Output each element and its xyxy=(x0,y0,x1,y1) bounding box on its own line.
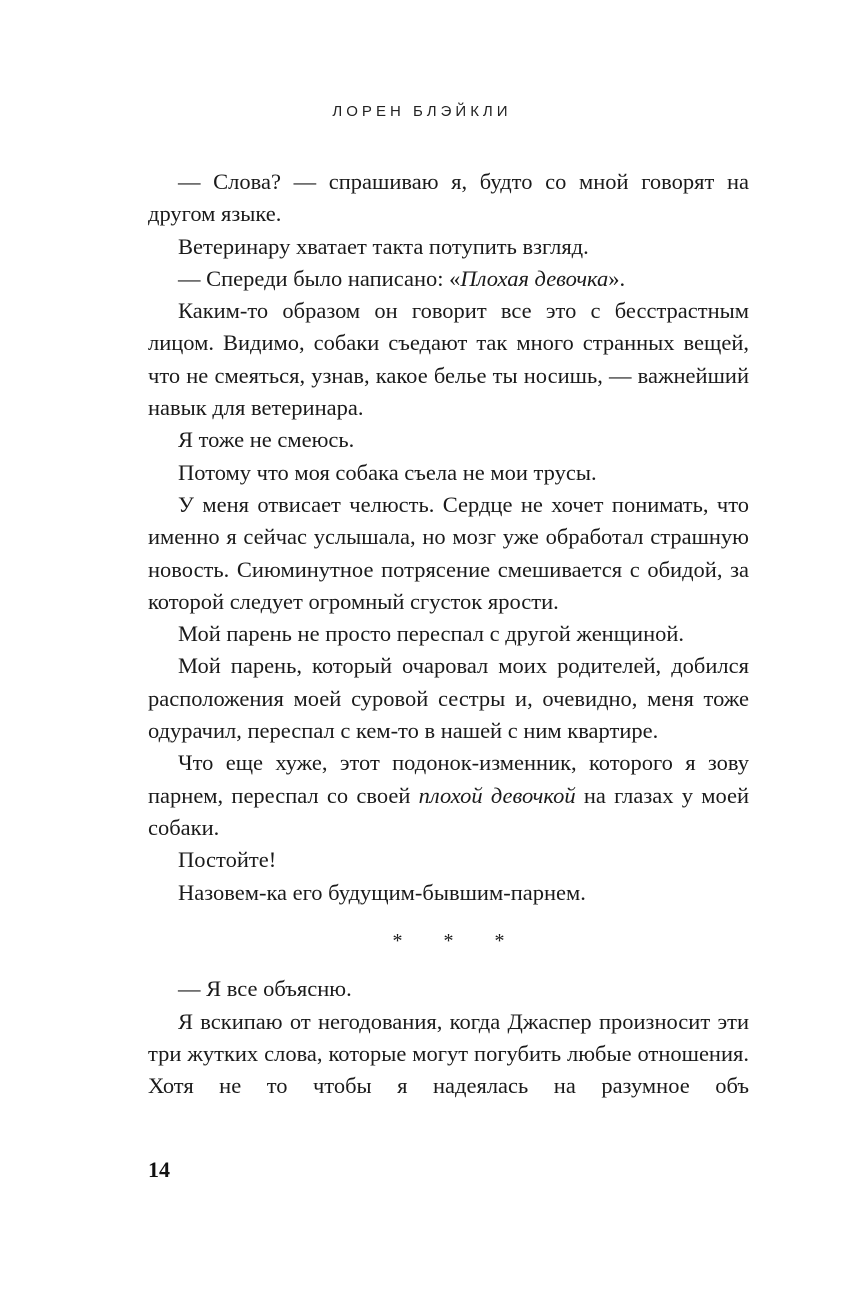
page-number: 14 xyxy=(148,1157,170,1182)
body-text xyxy=(148,166,749,1103)
paragraph: — Я все объясню. xyxy=(178,976,352,1002)
paragraph: Мой парень не просто переспал с другой женщиной. xyxy=(178,621,685,647)
paragraph xyxy=(148,263,749,295)
paragraph: Постойте! xyxy=(178,847,277,873)
paragraph: Ветеринару хватает такта потупить взгляд. xyxy=(178,233,589,259)
paragraph: Я вскипаю от негодования, когда Джаспер произносит эти три жутких слова, которые могут погубить любые отношения. Хотя не то чтобы я надеялась на разумное объ xyxy=(148,1008,749,1099)
italic-title: Плохая девочка xyxy=(460,265,609,291)
paragraph-text: Что еще хуже, этот подонок-изменник, которого я зову парнем, переспал со своей xyxy=(148,750,749,808)
paragraph: Каким-то образом он говорит все это с бесстрастным лицом. Видимо, собаки съедают так много странных вещей, что не смеяться, узнав, какое белье ты носишь, — важнейший навык для ветеринара. xyxy=(148,298,749,421)
paragraph: Потому что моя собака съела не мои трусы. xyxy=(178,459,597,485)
paragraph: — Слова? — спрашиваю я, будто со мной говорят на другом языке. xyxy=(148,169,749,227)
paragraph-text: ». xyxy=(608,265,626,291)
italic-phrase: плохой девочкой xyxy=(418,782,576,808)
paragraph: У меня отвисает челюсть. Сердце не хочет понимать, что именно я сейчас услышала, но мозг уже обработал страшную новость. Сиюминутное потрясение смешивается с обидой, за которой следует огромный сгусток ярости. xyxy=(148,491,749,614)
scene-separator: * * * xyxy=(392,929,523,952)
paragraph-text: — Спереди было написано: « xyxy=(178,265,461,291)
running-head: ЛОРЕН БЛЭЙКЛИ xyxy=(332,103,512,120)
paragraph xyxy=(148,747,749,844)
paragraph: Я тоже не смеюсь. xyxy=(178,427,355,453)
paragraph-text: на глазах у моей собаки. xyxy=(148,782,750,840)
paragraph: Назовем-ка его будущим-бывшим-парнем. xyxy=(178,879,586,905)
paragraph: Мой парень, который очаровал моих родителей, добился расположения моей суровой сестры и, очевидно, меня тоже одурачил, переспал с кем-то в нашей с ним квартире. xyxy=(148,653,749,744)
